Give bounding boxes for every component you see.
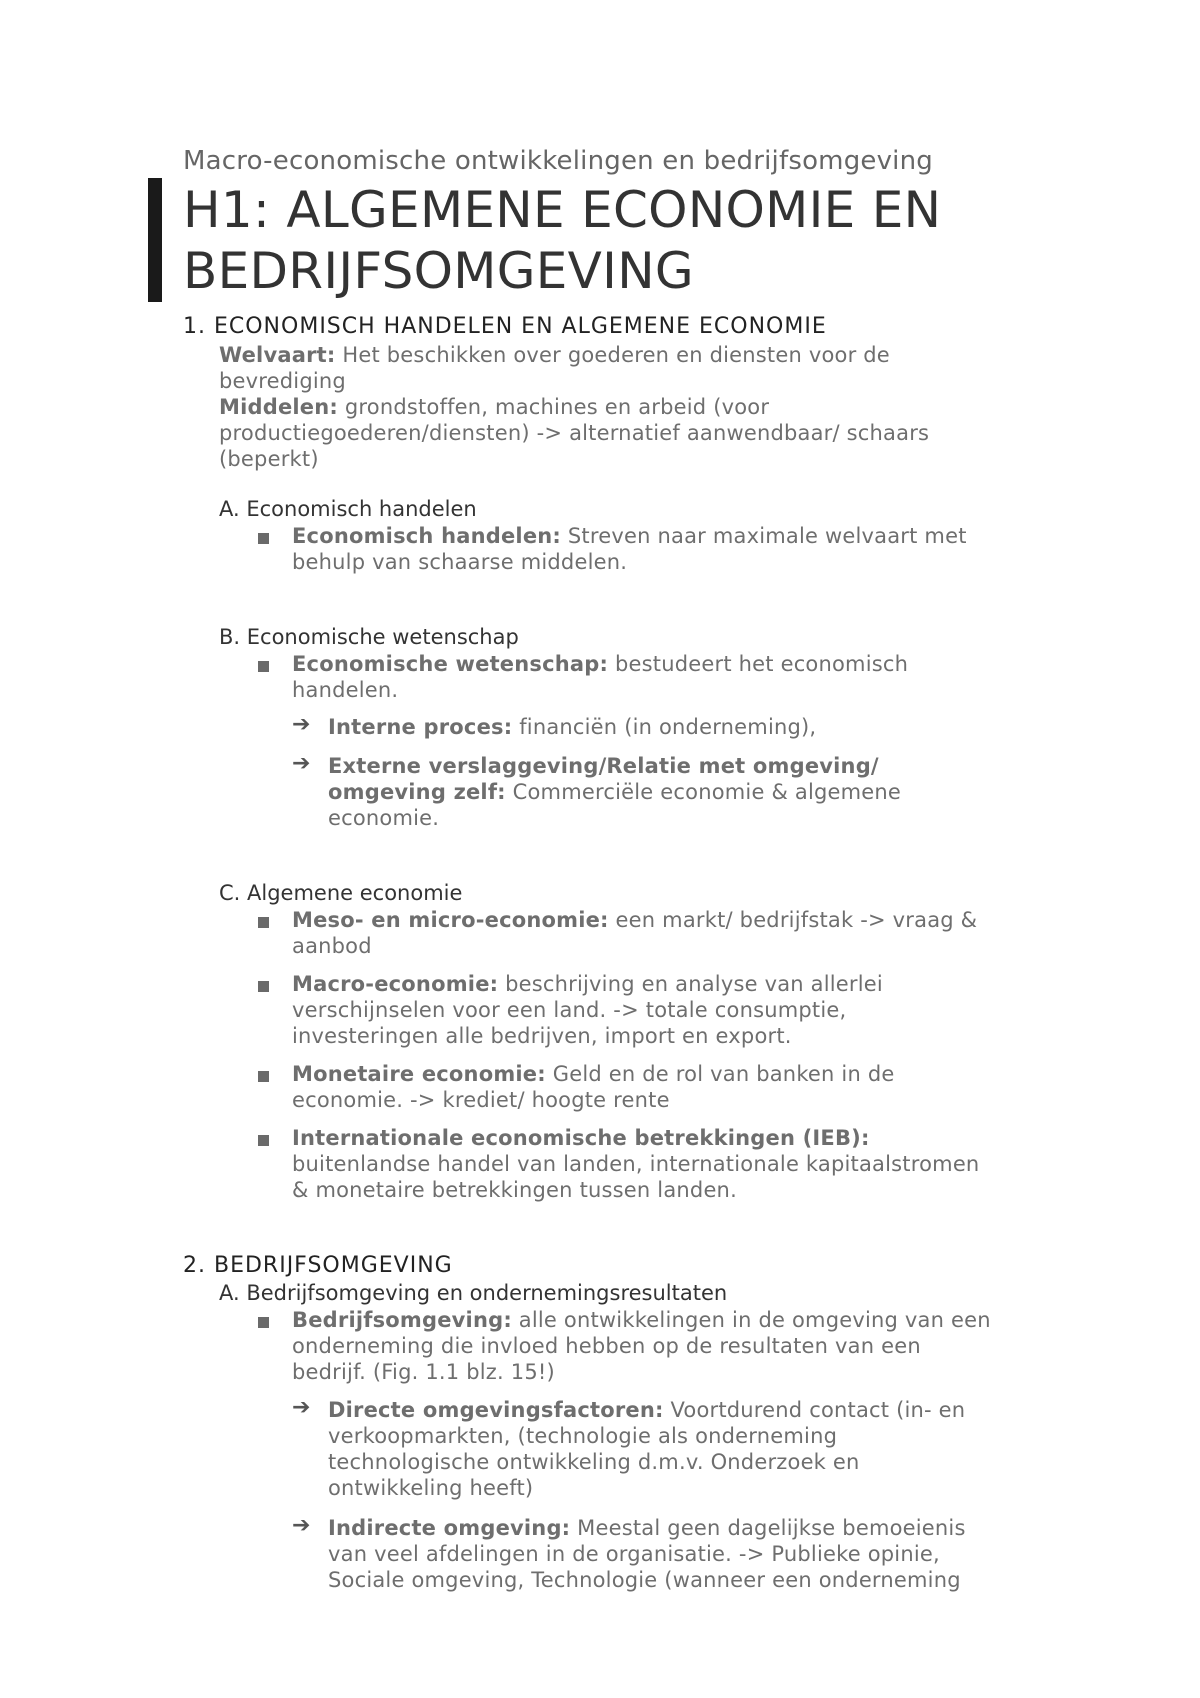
1b-bullet-1-line-2: handelen.: [292, 678, 399, 702]
arrow-right-icon: ➔: [292, 1513, 311, 1538]
section-1-heading: 1. ECONOMISCH HANDELEN EN ALGEMENE ECONOMIE: [183, 314, 827, 339]
middelen-line: [219, 394, 769, 420]
square-bullet-icon: [258, 981, 269, 992]
middelen-text: grondstoffen, machines en arbeid (voor: [338, 395, 770, 419]
1c-bullet-3: [292, 1061, 895, 1087]
2a-bullet-1-line-2: onderneming die invloed hebben op de resultaten van een: [292, 1334, 921, 1358]
2a-bullet-1-line-3: bedrijf. (Fig. 1.1 blz. 15!): [292, 1360, 555, 1384]
square-bullet-icon: [258, 1071, 269, 1082]
1c-bullet-2: [292, 971, 883, 997]
1b-arrow-2-label: Externe verslaggeving/Relatie met omgeving/: [328, 754, 879, 778]
2a-bullet-1: [292, 1307, 991, 1333]
welvaart-label: Welvaart:: [219, 343, 336, 367]
subsection-1b-heading: B. Economische wetenschap: [219, 625, 519, 649]
section-2-heading: 2. BEDRIJFSOMGEVING: [183, 1253, 453, 1278]
1c-bullet-1-label: Meso- en micro-economie:: [292, 908, 609, 932]
arrow-right-icon: ➔: [292, 1395, 311, 1420]
1c-bullet-1-line-2: aanbod: [292, 934, 372, 958]
square-bullet-icon: [258, 1317, 269, 1328]
arrow-right-icon: ➔: [292, 712, 311, 737]
1b-arrow-1-text: financiën (in onderneming),: [512, 715, 817, 739]
2a-arrow-1-text: Voortdurend contact (in- en: [663, 1398, 966, 1422]
welvaart-line: [219, 342, 890, 368]
subsection-2a-heading: A. Bedrijfsomgeving en ondernemingsresultaten: [219, 1281, 728, 1305]
1b-bullet-1-text: bestudeert het economisch: [608, 652, 909, 676]
square-bullet-icon: [258, 533, 269, 544]
1a-bullet-1-text: Streven naar maximale welvaart met: [561, 524, 967, 548]
page-title: H1: ALGEMENE ECONOMIE EN BEDRIJFSOMGEVING: [183, 181, 942, 300]
2a-arrow-2-line-3: Sociale omgeving, Technologie (wanneer een onderneming: [328, 1568, 961, 1592]
welvaart-line-2: bevrediging: [219, 369, 346, 393]
1b-arrow-2-text: Commerciële economie & algemene: [505, 780, 902, 804]
1c-bullet-2-text: beschrijving en analyse van allerlei: [498, 972, 883, 996]
title-accent-bar: [148, 178, 162, 302]
1c-bullet-4: [292, 1125, 870, 1151]
1a-bullet-1-line-2: behulp van schaarse middelen.: [292, 550, 628, 574]
1c-bullet-3-label: Monetaire economie:: [292, 1062, 546, 1086]
1c-bullet-1: [292, 907, 977, 933]
welvaart-text: Het beschikken over goederen en diensten voor de: [335, 343, 890, 367]
1c-bullet-4-line-2: buitenlandse handel van landen, internationale kapitaalstromen: [292, 1152, 980, 1176]
1c-bullet-4-line-3: & monetaire betrekkingen tussen landen.: [292, 1178, 737, 1202]
square-bullet-icon: [258, 917, 269, 928]
2a-arrow-1-line-2: verkoopmarkten, (technologie als onderneming: [328, 1424, 838, 1448]
1b-arrow-2-line-2: [328, 779, 901, 805]
1a-bullet-1: [292, 523, 967, 549]
1b-bullet-1: [292, 651, 908, 677]
square-bullet-icon: [258, 1135, 269, 1146]
2a-arrow-2-label: Indirecte omgeving:: [328, 1516, 571, 1540]
1c-bullet-3-line-2: economie. -> krediet/ hoogte rente: [292, 1088, 670, 1112]
1c-bullet-3-text: Geld en de rol van banken in de: [545, 1062, 895, 1086]
1c-bullet-2-line-2: verschijnselen voor een land. -> totale consumptie,: [292, 998, 847, 1022]
1b-arrow-2-label-2: omgeving zelf:: [328, 780, 506, 804]
arrow-right-icon: ➔: [292, 751, 311, 776]
2a-arrow-1-line-3: technologische ontwikkeling d.m.v. Onderzoek en: [328, 1450, 860, 1474]
2a-arrow-1: [328, 1397, 965, 1423]
1c-bullet-4-label: Internationale economische betrekkingen (IEB):: [292, 1126, 870, 1150]
subsection-1c-heading: C. Algemene economie: [219, 881, 463, 905]
1c-bullet-2-line-3: investeringen alle bedrijven, import en export.: [292, 1024, 792, 1048]
1c-bullet-1-text: een markt/ bedrijfstak -> vraag &: [608, 908, 978, 932]
1b-arrow-2-line-3: economie.: [328, 806, 440, 830]
middelen-label: Middelen:: [219, 395, 338, 419]
2a-bullet-1-text: alle ontwikkelingen in de omgeving van een: [511, 1308, 991, 1332]
2a-arrow-2-text: Meestal geen dagelijkse bemoeienis: [570, 1516, 966, 1540]
1b-arrow-2-line-1: [328, 753, 879, 779]
2a-bullet-1-label: Bedrijfsomgeving:: [292, 1308, 512, 1332]
2a-arrow-2-line-2: van veel afdelingen in de organisatie. -> Publieke opinie,: [328, 1542, 940, 1566]
middelen-line-2: productiegoederen/diensten) -> alternatief aanwendbaar/ schaars: [219, 421, 930, 445]
1b-arrow-1: [328, 714, 816, 740]
document-header: Macro-economische ontwikkelingen en bedrijfsomgeving: [183, 146, 933, 176]
middelen-line-3: (beperkt): [219, 447, 319, 471]
1b-arrow-1-label: Interne proces:: [328, 715, 513, 739]
2a-arrow-2: [328, 1515, 966, 1541]
square-bullet-icon: [258, 661, 269, 672]
1c-bullet-2-label: Macro-economie:: [292, 972, 499, 996]
1a-bullet-1-label: Economisch handelen:: [292, 524, 562, 548]
subsection-1a-heading: A. Economisch handelen: [219, 497, 477, 521]
1b-bullet-1-label: Economische wetenschap:: [292, 652, 609, 676]
2a-arrow-1-label: Directe omgevingsfactoren:: [328, 1398, 664, 1422]
2a-arrow-1-line-4: ontwikkeling heeft): [328, 1476, 534, 1500]
